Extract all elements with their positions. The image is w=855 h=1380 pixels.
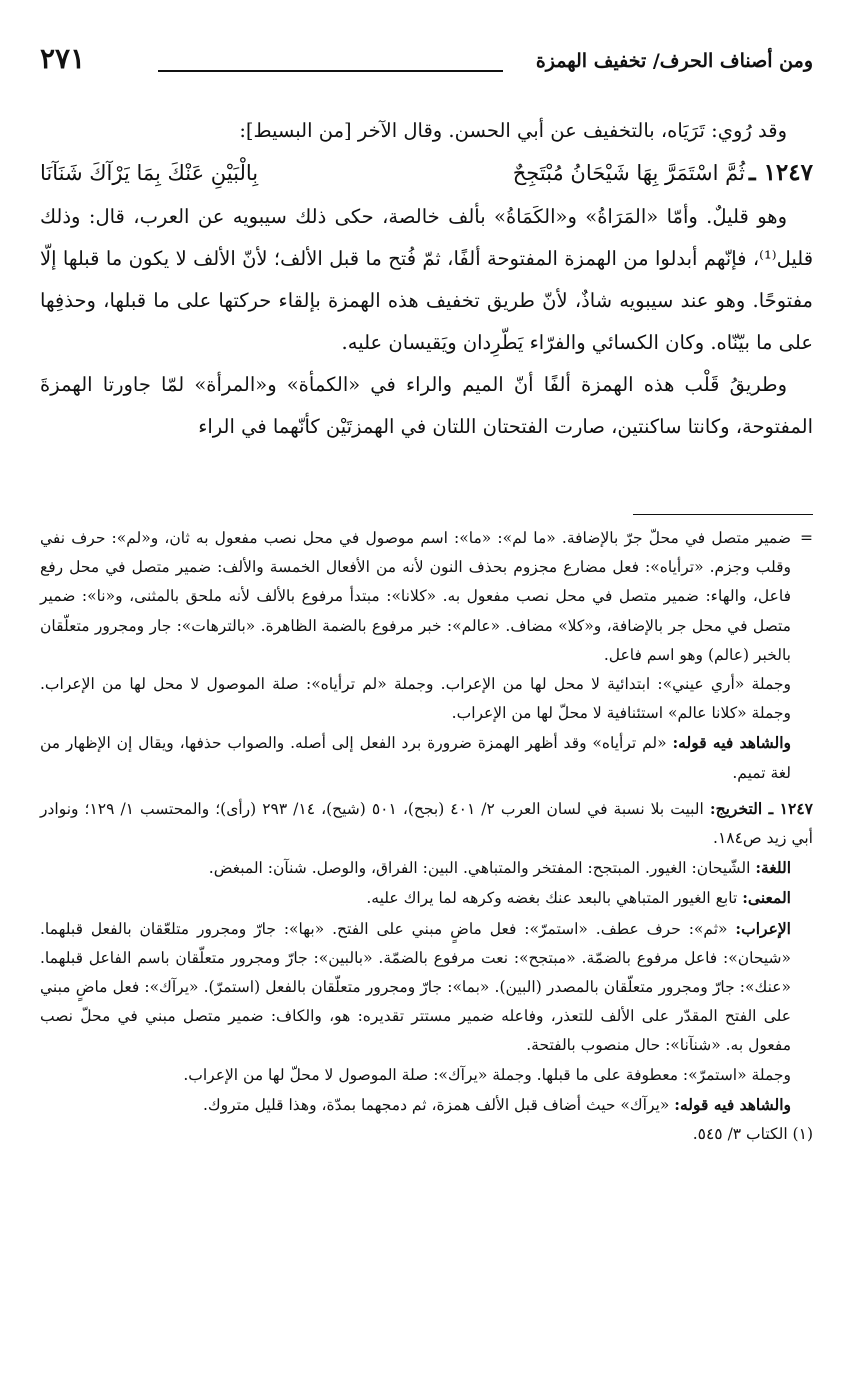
verse-second-hemistich: بِالْبَيْنِ عَنْكَ بِمَا يَرْآكَ شَنَآنَا (40, 161, 259, 185)
takhrij-text: البيت بلا نسبة في لسان العرب ٢/ ٤٠١ (بجح)، ٥٠١ (شيح)، ١٤/ ٢٩٣ (رأى)؛ والمحتسب ١/ ١٢٩؛ ونوادر أبي زيد ص١٨٤. (40, 799, 813, 848)
mana-label: المعنى: (742, 888, 791, 908)
continuation-mark: = (800, 529, 813, 547)
shahid-label-1: والشاهد فيه قوله: (672, 733, 791, 753)
footnote-separator (633, 514, 813, 515)
footnote-sentences-2: وجملة «استمرّ»: معطوفة على ما قبلها. وجملة «يرآك»: صلة الموصول لا محلّ لها من الإعراب. (183, 1065, 791, 1084)
footnote-shahid-2 (40, 1090, 813, 1120)
footnotes (40, 524, 813, 1149)
footnote-takhrij (40, 794, 813, 853)
footnote-shahid-1 (40, 728, 813, 787)
footnote-lugha (40, 853, 813, 883)
irab-label: الإعراب: (735, 918, 791, 938)
footnote-mana (40, 883, 813, 913)
takhrij-label: ١٢٤٧ ـ التخريج: (709, 798, 813, 818)
lugha-label: اللغة: (755, 858, 791, 878)
mana-text: تابع الغيور المتباهي بالبعد عنك بغضه وكرهه لما يراك عليه. (366, 889, 738, 908)
footnote-irab (40, 914, 813, 1061)
running-header (40, 42, 813, 82)
page-number: ٢٧١ (40, 42, 86, 75)
main-text (40, 110, 813, 448)
footnote-sentences: وجملة «أري عيني»: ابتدائية لا محل لها من الإعراب. وجملة «لم ترأياه»: صلة الموصول لا محل لها من الإعراب. وجملة «كلانا عالم» استئنافية لا محلّ لها من الإعراب. (40, 675, 791, 723)
header-rule (158, 70, 503, 72)
verse-first-hemistich: ثُمَّ اسْتَمَرَّ بِهَا شَيْحَانُ مُبْتَجِحٌ (512, 161, 745, 185)
shahid-text-1: «لم ترأياه» وقد أظهر الهمزة ضرورة برد الفعل إلى أصله. والصواب حذفها، ويقال إن الإظهار من لغة تميم. (40, 734, 791, 782)
paragraph-1: وقد رُوي: تَرَيَاه، بالتخفيف عن أبي الحسن. وقال الآخر [من البسيط]: (239, 119, 787, 142)
footnote-1: (١) الكتاب ٣/ ٥٤٥. (692, 1125, 813, 1144)
footnote-irab-continued: ضمير متصل في محلّ جرّ بالإضافة. «ما لم»: «ما»: اسم موصول في محل نصب مفعول به ثان، و«لم»: حرف نفي وقلب وجزم. «ترأياه»: فعل مضارع مجزوم بحذف النون لأنه من الأفعال الخمسة والألف: ضمير متصل في محل رفع فاعل، والهاء: ضمير متصل في محل نصب مفعول به. «كلانا»: مبتدأ مرفوع بالألف لأنه ملحق بالمثنى، و«نا»: ضمير متصل في محل جر بالإضافة، و«كلا» مضاف. «عالم»: خبر مرفوع بالضمة الظاهرة. «بالترهات»: جار ومجرور متعلّقان بالخبر (عالم) وهو اسم فاعل. (40, 529, 791, 664)
poetry-verse (40, 152, 813, 196)
paragraph-2: وهو قليلٌ. وأمّا «المَرَاةُ» و«الكَمَاةُ» بألف خالصة، حكى ذلك سيبويه عن العرب، قال: وذلك قليل⁽¹⁾، فإنّهم أبدلوا من الهمزة المفتوحة ألفًا، ثمّ فُتح ما قبل الألف؛ لأنّ الألف لا يكون ما قبلها إلّا مفتوحًا. وهو عند سيبويه شاذٌ، لأنّ طريق تخفيف هذه الهمزة بإلقاء حركتها على ما قبلها، وحذفِها على ما بيّنّاه. وكان الكسائي والفرّاء يَطّرِدان ويَقيسان عليه. (40, 205, 814, 354)
shahid-text-2: «يرآك» حيث أضاف قبل الألف همزة، ثم دمجهما بمدّة، وهذا قليل متروك. (202, 1095, 670, 1114)
irab-text: «ثم»: حرف عطف. «استمرّ»: فعل ماضٍ مبني على الفتح. «بها»: جارّ ومجرور متلعّقان بالفعل قبلهما. «شيحان»: فاعل مرفوع بالضمّة. «مبتجح»: نعت مرفوع بالضمّة. «بالبين»: جارّ ومجرور متعلّقان باسم الفاعل قبلهما. «عنك»: جارّ ومجرور متعلّقان بالمصدر (البين). «بما»: جارّ ومجرور متعلّقان بالفعل (استمرّ). «يرآك»: فعل ماضٍ مبني على الفتح المقدّر على الألف للتعذر، وفاعله ضمير مستتر تقديره: هو، والكاف: ضمير متصل مبني في محلّ نصب مفعول به. «شنآنا»: حال منصوب بالفتحة. (40, 919, 791, 1055)
lugha-text: الشّيحان: الغيور. المبتجح: المفتخر والمتباهي. البين: الفراق، والوصل. شنآن: المبغض. (208, 859, 751, 878)
paragraph-3: وطريقُ قَلْب هذه الهمزة ألفًا أنّ الميم والراء في «الكمأة» و«المرأة» لمّا جاورتا الهمزةَ المفتوحة، وكانتا ساكنتين، صارت الفتحتان اللتان في الهمزتَيْن كأنّهما في الراء (40, 373, 813, 438)
shahid-label-2: والشاهد فيه قوله: (674, 1094, 791, 1114)
running-title: ومن أصناف الحرف/ تخفيف الهمزة (535, 50, 813, 72)
verse-number: ١٢٤٧ ـ (748, 159, 813, 186)
